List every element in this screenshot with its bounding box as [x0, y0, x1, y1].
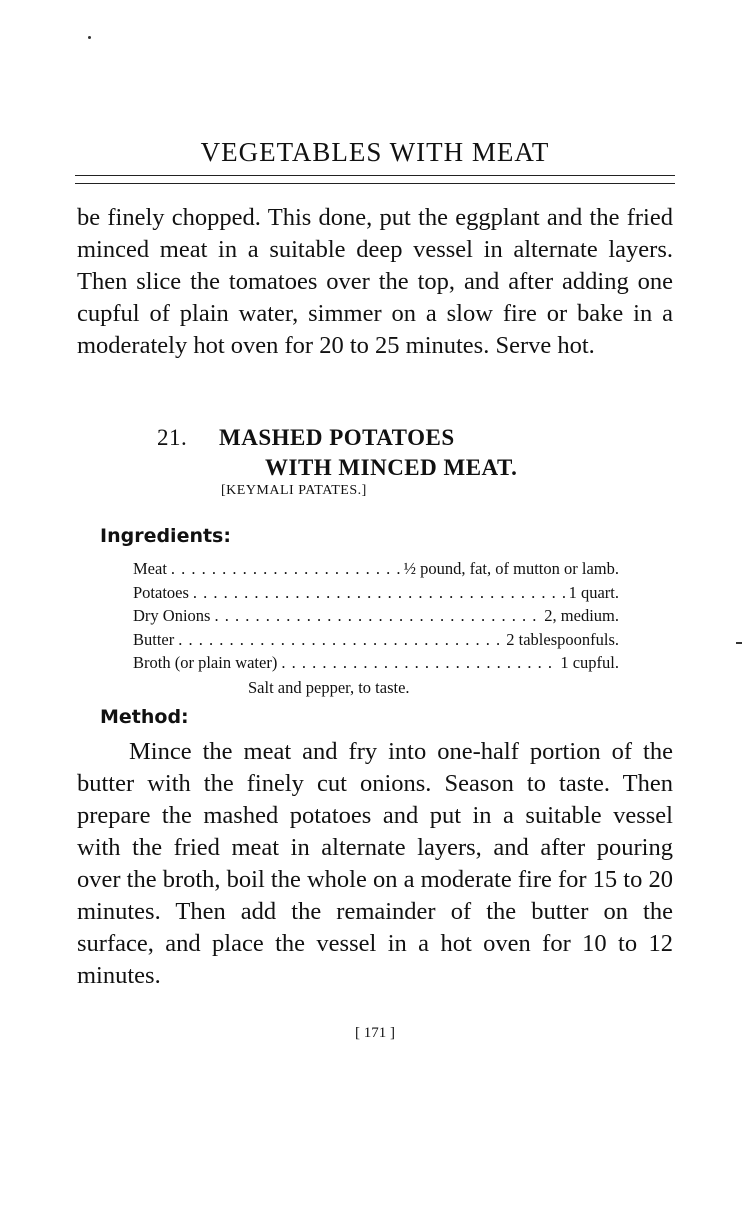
dot-leader — [281, 651, 556, 675]
seasoning-line: Salt and pepper, to taste. — [248, 678, 410, 697]
ingredient-name: Dry Onions — [133, 606, 211, 625]
dot-leader — [214, 604, 540, 628]
ingredient-name: Butter — [133, 629, 175, 649]
ingredient-amount: 1 quart. — [568, 582, 619, 602]
ingredients-list — [133, 557, 619, 675]
ingredients-label: Ingredients: — [100, 525, 231, 547]
recipe-subtitle: [KEYMALI PATATES.] — [221, 483, 367, 498]
ingredient-amount: 2, medium. — [544, 606, 619, 625]
page-number: [ 171 ] — [355, 1025, 395, 1041]
recipe-number: 21. — [157, 425, 188, 450]
recipe-title-line2: WITH MINCED MEAT. — [265, 455, 518, 480]
method-label: Method: — [100, 706, 189, 728]
ingredient-amount: 2 tablespoonfuls. — [506, 629, 619, 649]
ingredient-row — [133, 604, 619, 628]
header-rule — [75, 175, 675, 184]
ingredient-name: Potatoes — [133, 582, 189, 602]
ingredient-row — [133, 628, 619, 652]
recipe-title-line1: MASHED POTATOES — [219, 425, 455, 450]
ink-speck — [88, 36, 91, 39]
method-paragraph: Mince the meat and fry into one-half portion of the butter with the finely cut onions. Season to taste. Then prepare the mashed potatoes and put in a suitable vessel with the fried meat in alternate layers, and after pouring over the broth, boil the whole on a moderate fire for 15 to 20 minutes. Then add the remainder of the butter on the surface, and place the vessel in a hot oven for 10 to 12 minutes. — [77, 738, 673, 989]
ingredient-name: Broth (or plain water) — [133, 653, 278, 672]
dot-leader — [178, 628, 502, 652]
margin-mark — [736, 642, 742, 644]
ingredient-row — [133, 557, 619, 581]
ingredient-row — [133, 651, 619, 675]
continued-paragraph: be finely chopped. This done, put the eggplant and the fried minced meat in a suitable deep vessel in alternate layers. Then slice the tomatoes over the top, and after adding one cupful of plain water, simmer on a slow fire or bake in a moderately hot oven for 20 to 25 minutes. Serve hot. — [77, 204, 673, 359]
recipe-title — [157, 423, 517, 483]
ingredient-row — [133, 581, 619, 605]
running-head: VEGETABLES WITH MEAT — [200, 137, 550, 167]
ingredient-amount: ½ pound, fat, of mutton or lamb. — [403, 559, 619, 578]
dot-leader — [193, 581, 565, 605]
ingredient-name: Meat — [133, 559, 167, 578]
ingredient-amount: 1 cupful. — [560, 653, 619, 672]
dot-leader — [171, 557, 400, 581]
